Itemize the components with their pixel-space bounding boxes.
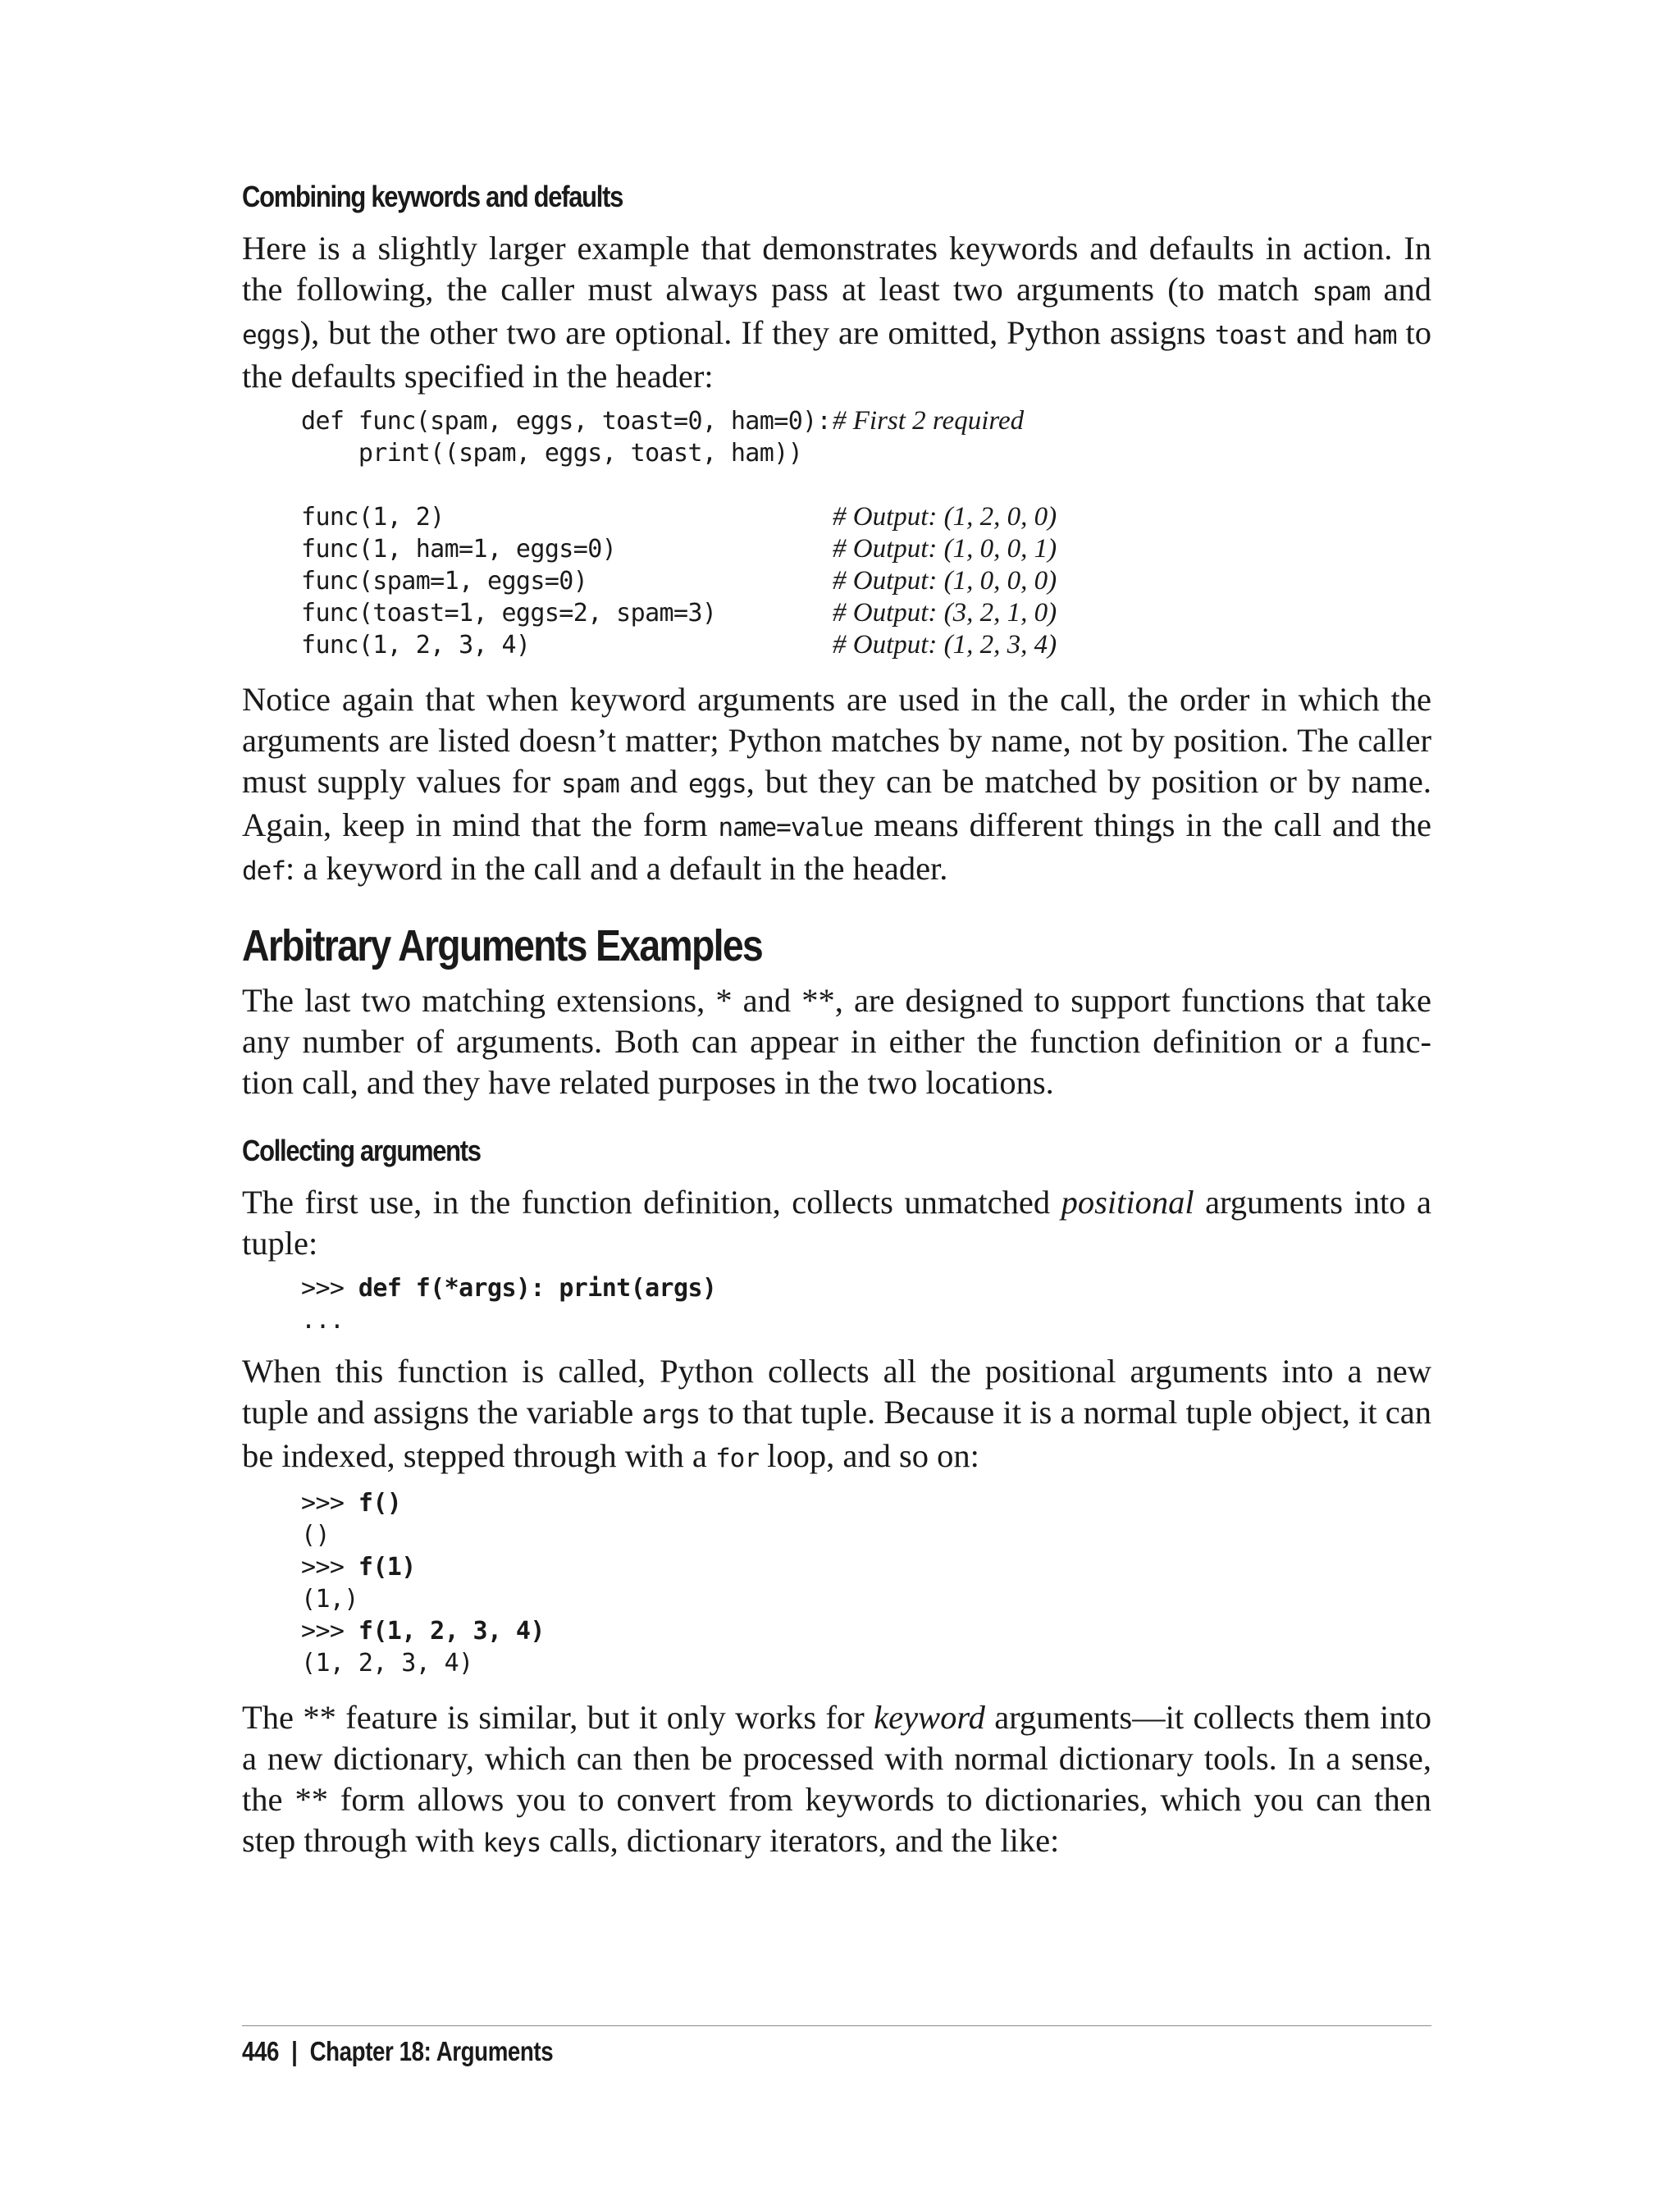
text-run: means different things in the call and the bbox=[863, 806, 1431, 843]
text-run: loop, and so on: bbox=[759, 1437, 979, 1474]
inline-code: spam bbox=[1312, 277, 1371, 307]
emphasis: keyword bbox=[874, 1699, 985, 1736]
inline-code: eggs bbox=[688, 769, 746, 799]
code-comment: # Output: (1, 0, 0, 1) bbox=[833, 534, 1057, 564]
code-text: print((spam, eggs, toast, ham)) bbox=[301, 439, 803, 468]
inline-code: args bbox=[641, 1400, 701, 1430]
code-line bbox=[301, 1551, 1431, 1583]
section-heading-collecting: Collecting arguments bbox=[242, 1134, 481, 1167]
code-block-func-example bbox=[301, 405, 1431, 661]
text-run: The ** feature is similar, but it only works for bbox=[242, 1699, 874, 1736]
emphasis: positional bbox=[1061, 1184, 1194, 1221]
text-run: and bbox=[1370, 271, 1431, 308]
code-text: func(spam=1, eggs=0) bbox=[301, 567, 588, 596]
text-run: When this function is called, Python collects all the positional arguments into a new tuple and assigns the variable bbox=[242, 1353, 1431, 1431]
code-input: f() bbox=[358, 1489, 402, 1518]
text-run: calls, dictionary iterators, and the like: bbox=[541, 1822, 1060, 1859]
code-line bbox=[301, 1519, 1431, 1551]
code-prompt: >>> bbox=[301, 1553, 358, 1582]
code-prompt: (1, 2, 3, 4) bbox=[301, 1649, 473, 1678]
inline-code: keys bbox=[482, 1828, 541, 1858]
code-comment: # Output: (1, 2, 3, 4) bbox=[833, 630, 1057, 660]
code-text: func(toast=1, eggs=2, spam=3) bbox=[301, 599, 717, 628]
text-run: arguments—it collects them into a new dictionary, which can then be processed with normal dictionary tools. In a sense, the ** form allows you to convert from keywords to dictionaries, which you can then step through with bbox=[242, 1699, 1431, 1859]
page-body bbox=[242, 171, 1431, 1864]
code-block-def-f bbox=[301, 1272, 1431, 1336]
inline-code: for bbox=[715, 1444, 759, 1473]
inline-code: ham bbox=[1353, 321, 1397, 350]
code-comment: # First 2 required bbox=[833, 406, 1025, 436]
code-text: def func(spam, eggs, toast=0, ham=0): bbox=[301, 407, 832, 436]
chapter-title: Chapter 18: Arguments bbox=[309, 2036, 554, 2066]
code-line bbox=[301, 501, 1431, 533]
code-line bbox=[301, 1487, 1431, 1519]
paragraph bbox=[242, 679, 1431, 892]
inline-code: name=value bbox=[718, 813, 864, 842]
text-run: Notice again that when keyword arguments are used in the call, the order in which the arguments are listed doesn’t matter; Python matches by name, not by position. The caller must supply values for bbox=[242, 681, 1431, 800]
page-footer bbox=[242, 2036, 553, 2067]
code-line bbox=[301, 565, 1431, 597]
code-prompt: ... bbox=[301, 1306, 345, 1335]
paragraph bbox=[242, 1182, 1431, 1264]
code-prompt: (1,) bbox=[301, 1585, 358, 1614]
paragraph bbox=[242, 1697, 1431, 1864]
code-line bbox=[301, 437, 1431, 469]
text-run: The last two matching extensions, * and **, are designed to support functions that take any number of arguments. Both can appear in either the function definition or a func‐ tion call, and they have related purposes in the two locations. bbox=[242, 982, 1431, 1101]
code-line bbox=[301, 1615, 1431, 1647]
code-input: f(1, 2, 3, 4) bbox=[358, 1617, 545, 1646]
text-run: and bbox=[1287, 314, 1354, 351]
text-run: , but they can be matched by position or by name. Again, keep in mind that the form bbox=[242, 763, 1431, 843]
code-prompt: () bbox=[301, 1521, 330, 1550]
inline-code: spam bbox=[561, 769, 619, 799]
paragraph bbox=[242, 1351, 1431, 1479]
text-run: : a keyword in the call and a default in the header. bbox=[285, 850, 948, 887]
text-run: arguments into a tuple: bbox=[242, 1184, 1431, 1262]
inline-code: toast bbox=[1214, 321, 1288, 350]
code-input: def f(*args): print(args) bbox=[358, 1274, 717, 1303]
code-line bbox=[301, 469, 1431, 501]
section-heading-combining: Combining keywords and defaults bbox=[242, 180, 623, 213]
code-block-f-calls bbox=[301, 1487, 1431, 1679]
text-run: The first use, in the function definition, collects unmatched bbox=[242, 1184, 1061, 1221]
code-line bbox=[301, 1647, 1431, 1679]
code-comment: # Output: (1, 2, 0, 0) bbox=[833, 502, 1057, 532]
code-line bbox=[301, 405, 1431, 437]
paragraph bbox=[242, 228, 1431, 397]
code-input: f(1) bbox=[358, 1553, 416, 1582]
code-line bbox=[301, 629, 1431, 661]
footer-separator: | bbox=[291, 2036, 298, 2066]
code-line bbox=[301, 1583, 1431, 1615]
code-line bbox=[301, 533, 1431, 565]
footer-rule bbox=[242, 2025, 1431, 2026]
code-text: func(1, ham=1, eggs=0) bbox=[301, 535, 617, 564]
text-run: and bbox=[619, 763, 689, 800]
inline-code: eggs bbox=[242, 321, 300, 350]
text-run: to the defaults specified in the header: bbox=[242, 314, 1431, 395]
paragraph bbox=[242, 980, 1431, 1103]
code-prompt: >>> bbox=[301, 1489, 358, 1518]
text-run: to that tuple. Because it is a normal tuple object, it can be indexed, stepped through with a bbox=[242, 1394, 1431, 1474]
code-prompt: >>> bbox=[301, 1617, 358, 1646]
code-text: func(1, 2) bbox=[301, 503, 445, 532]
code-prompt: >>> bbox=[301, 1274, 358, 1303]
code-line bbox=[301, 1304, 1431, 1336]
page-number: 446 bbox=[242, 2036, 279, 2066]
code-line bbox=[301, 597, 1431, 629]
inline-code: def bbox=[242, 856, 285, 886]
code-comment: # Output: (3, 2, 1, 0) bbox=[833, 598, 1057, 628]
code-line bbox=[301, 1272, 1431, 1304]
code-text: func(1, 2, 3, 4) bbox=[301, 631, 531, 660]
text-run: ), but the other two are optional. If they are omitted, Python assigns bbox=[299, 314, 1215, 351]
text-run: Here is a slightly larger example that demonstrates keywords and defaults in action. In the following, the caller must always pass at least two arguments (to match bbox=[242, 230, 1431, 308]
code-comment: # Output: (1, 0, 0, 0) bbox=[833, 566, 1057, 596]
section-heading-arbitrary: Arbitrary Arguments Examples bbox=[242, 921, 763, 970]
